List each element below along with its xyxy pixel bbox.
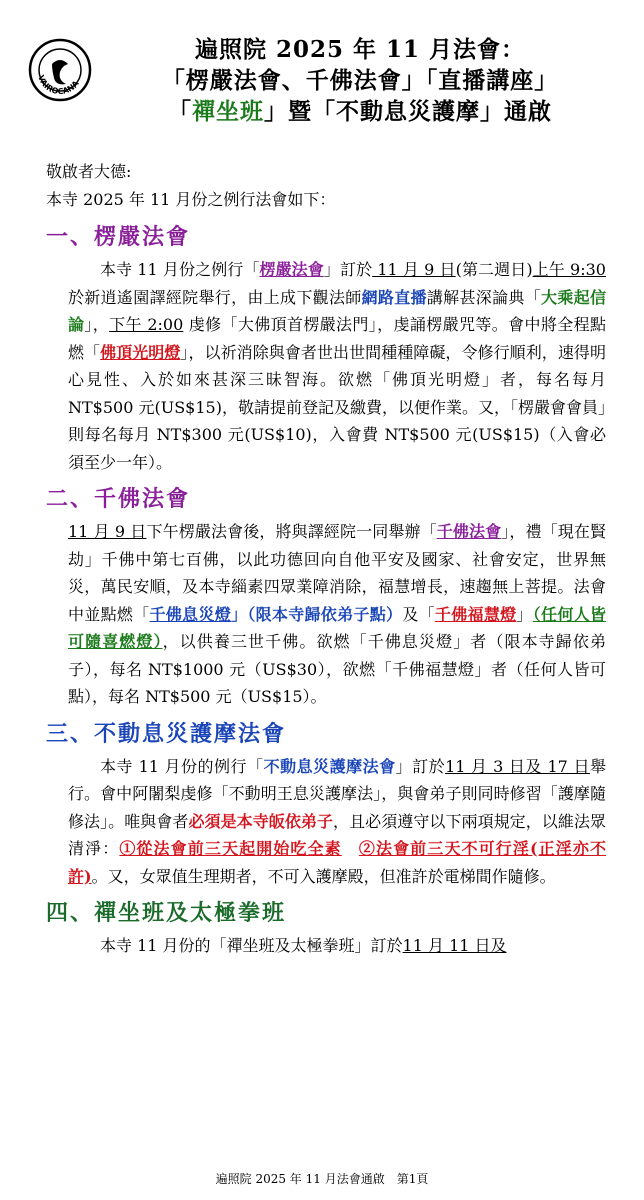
text-run: 於新逍遙園譯經院舉行，由 — [68, 287, 264, 307]
treatise-title: 大乘起信論 — [68, 287, 606, 334]
time-afternoon: 下午 2:00 — [109, 315, 184, 334]
disaster-lamp-term: 千佛息災燈 — [149, 604, 231, 624]
text-run: 法師 — [328, 287, 362, 307]
text-run: 舉行。會中阿闍梨虔修「不動明王息災護摩法」，與會弟子則同時修習「護摩隨修法」。唯與會者 — [68, 756, 606, 831]
title-line-1: 遍照院 2025 年 11 月法會： — [194, 36, 526, 63]
text-run: 」訂於 — [395, 756, 446, 776]
date-nov-9: 11 月 9 日 — [68, 522, 147, 541]
document-title — [100, 34, 620, 127]
thousand-buddha-assembly-term: 千佛法會 — [436, 522, 502, 541]
blessing-lamp-term: 千佛福慧燈 — [434, 604, 517, 624]
rule-abstinence: ②法會前三天不可行淫(正淫亦不許) — [68, 839, 606, 886]
text-run: 本寺 11 月份之例行「 — [100, 260, 260, 279]
section-heading-meditation-taichi: 四、禪坐班及太極拳班 — [46, 900, 287, 926]
text-run: 下午楞嚴法會後，將與譯經院一同舉辦「 — [146, 522, 437, 541]
livestream-term: 網路直播 — [361, 287, 427, 307]
section-body-shurangama — [68, 256, 606, 476]
text-run: 」訂於 — [323, 260, 373, 279]
text-run: ，且必須遵守以下兩項規定，以維法眾清淨： — [68, 811, 606, 858]
shurangama-assembly-term: 楞嚴法會 — [259, 260, 324, 279]
text-run: 虔修「大佛頂首楞嚴法門」，虔誦楞嚴咒等。會中將全程點燃「 — [68, 315, 606, 362]
text-run: 本寺 11 月份的「禪坐班及太極拳班」訂於 — [100, 936, 403, 955]
title-meditation-class: 禪坐班 — [192, 98, 264, 125]
text-run: 」，以祈消除與會者世出世間種種障礙，令修行順利，速得明心見性、入於如來甚深三昧智海。欲燃「佛頂光明燈」者，每名每月 NT$500 元(US$15)，敬請提前登記及繳費，以便作業。又，「楞嚴會會員」則每名每月 NT$300 元(US$10)，入會費 NT$500 元(US$15)（入會必須至少一年）。 — [68, 342, 606, 472]
text-run: 及「 — [402, 604, 435, 624]
greeting-line-2: 本寺 2025 年 11 月份之例行法會如下： — [46, 190, 336, 209]
requirement-disciple: 必須是本寺皈依弟子 — [188, 811, 334, 831]
greeting — [46, 158, 606, 214]
title-line-2: 「楞嚴法會、千佛法會」「直播講座」 — [161, 67, 559, 94]
homa-assembly-term: 不動息災護摩法會 — [263, 756, 396, 776]
text-run: 」， — [84, 315, 110, 334]
title-line-3-post: 」暨「不動息災護摩」通啟 — [264, 98, 552, 125]
date-nov-9: 11 月 9 日 — [372, 260, 456, 279]
text-run: 。又，女眾值生理期者，不可入護摩殿，但准許於電梯間作隨修。 — [91, 866, 556, 886]
page-footer: 遍照院 2025 年 11 月法會通啟 第1頁 — [215, 1172, 429, 1186]
text-run: (第二週日) — [455, 260, 533, 279]
text-run: 」，禮「現在賢劫」千佛中第七百佛，以此功德回向自他平安及國家、社會安定，世界無災，萬民安順，及本寺緇素四眾業障消除，福慧增長，速趨無上菩提。法會中並點燃「 — [68, 522, 606, 624]
section-body-meditation-taichi — [68, 932, 606, 960]
section-heading-homa: 三、不動息災護摩法會 — [46, 720, 287, 747]
disaster-lamp-note: （限本寺歸依弟子點） — [247, 604, 403, 624]
text-run: 本寺 11 月份的例行「 — [100, 756, 264, 776]
time-morning: 上午 9:30 — [532, 260, 606, 279]
blessing-lamp-note: （任何人皆可隨喜燃燈） — [68, 604, 606, 651]
light-lamp-term: 佛頂光明燈 — [100, 342, 181, 362]
vairocana-seal-icon — [28, 38, 92, 102]
section-heading-shurangama: 一、楞嚴法會 — [46, 224, 191, 250]
text-run — [342, 839, 359, 858]
dates-nov-3-17: 11 月 3 日及 17 日 — [445, 756, 590, 776]
greeting-line-1: 敬啟者大德: — [46, 162, 132, 181]
title-line-3 — [100, 96, 620, 127]
text-run: 講解甚深論典「 — [426, 287, 542, 307]
rule-vegetarian: ①從法會前三天起開始吃全素 — [119, 839, 342, 858]
title-line-3-pre: 「 — [168, 98, 192, 125]
master-name: 上成下觀 — [263, 287, 329, 307]
text-run: ，以供養三世千佛。欲燃「千佛息災燈」者（限本寺歸依弟子），每名 NT$1000 元（US$30），欲燃「千佛福慧燈」者（任何人皆可點），每名 NT$500 元（US$15）。 — [68, 632, 606, 706]
section-body-homa — [68, 753, 606, 891]
section-heading-thousand-buddha: 二、千佛法會 — [46, 486, 191, 512]
section-body-thousand-buddha — [68, 518, 606, 711]
document-body — [46, 158, 606, 960]
logo-text: VAIROCANA — [36, 73, 81, 97]
text-run: 」 — [516, 604, 533, 624]
text-run: 」 — [231, 604, 248, 624]
dates-nov-11: 11 月 11 日及 — [402, 936, 507, 955]
